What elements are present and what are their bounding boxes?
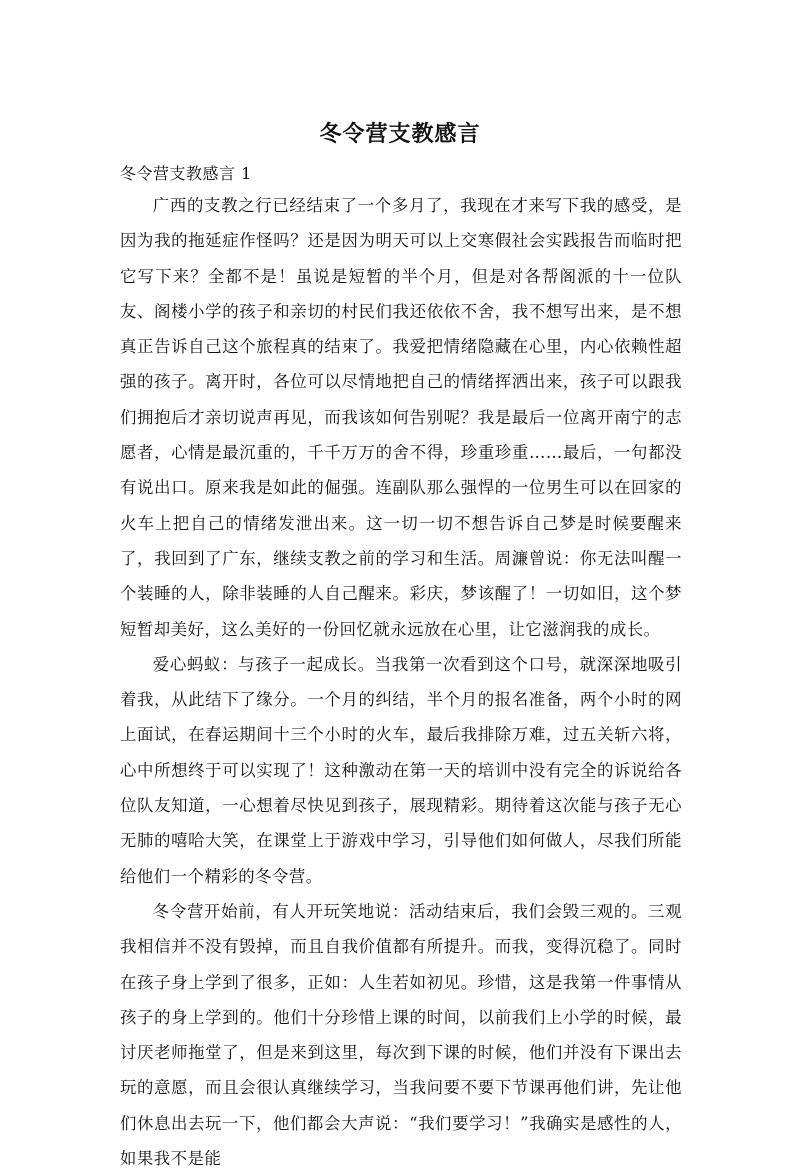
paragraph-3: 冬令营开始前，有人开玩笑地说：活动结束后，我们会毁三观的。三观我相信并不没有毁掉，而且自我价值都有所提升。而我，变得沉稳了。同时在孩子身上学到了很多，正如：人生若如初见。珍惜，这是我第一件事情从孩子的身上学到的。他们十分珍惜上课的时间，以前我们上小学的时候，最讨厌老师拖堂了，但是来到这里，每次到下课的时候，他们并没有下课出去玩的意愿，而且会很认真继续学习，当我问要不要下节课再他们讲，先让他们休息出去玩一下，他们都会大声说：“我们要学习！”我确实是感性的人，如果我不是能 (120, 901, 682, 1169)
paragraph-2: 爱心蚂蚁：与孩子一起成长。当我第一次看到这个口号，就深深地吸引着我，从此结下了缘分。一个月的纠结，半个月的报名准备，两个小时的网上面试，在春运期间十三个小时的火车，最后我排除万难，过五关斩六将，心中所想终于可以实现了！这种激动在第一天的培训中没有完全的诉说给各位队友知道，一心想着尽快见到孩子，展现精彩。期待着这次能与孩子无心无肺的嘻哈大笑，在课堂上于游戏中学习，引导他们如何做人，尽我们所能给他们一个精彩的冬令营。 (120, 654, 682, 886)
document-body (120, 160, 682, 1176)
paragraph-1: 广西的支教之行已经结束了一个多月了，我现在才来写下我的感受，是因为我的拖延症作怪吗？还是因为明天可以上交寒假社会实践报告而临时把它写下来？全都不是！虽说是短暂的半个月，但是对各帮阁派的十一位队友、阁楼小学的孩子和亲切的村民们我还依依不舍，我不想写出来，是不想真正告诉自己这个旅程真的结束了。我爱把情绪隐藏在心里，内心依赖性超强的孩子。离开时，各位可以尽情地把自己的情绪挥洒出来，孩子可以跟我们拥抱后才亲切说声再见，而我该如何告别呢？我是最后一位离开南宁的志愿者，心情是最沉重的，千千万万的舍不得，珍重珍重……最后，一句都没有说出口。原来我是如此的倔强。连副队那么强悍的一位男生可以在回家的火车上把自己的情绪发泄出来。这一切一切不想告诉自己梦是时候要醒来了，我回到了广东，继续支教之前的学习和生活。周濂曾说：你无法叫醒一个装睡的人，除非装睡的人自己醒来。彩庆，梦该醒了！一切如旧，这个梦短暂却美好，这么美好的一份回忆就永远放在心里，让它滋润我的成长。 (120, 196, 682, 639)
section-heading: 冬令营支教感言 1 (120, 164, 252, 183)
document-title: 冬令营支教感言 (319, 122, 481, 147)
